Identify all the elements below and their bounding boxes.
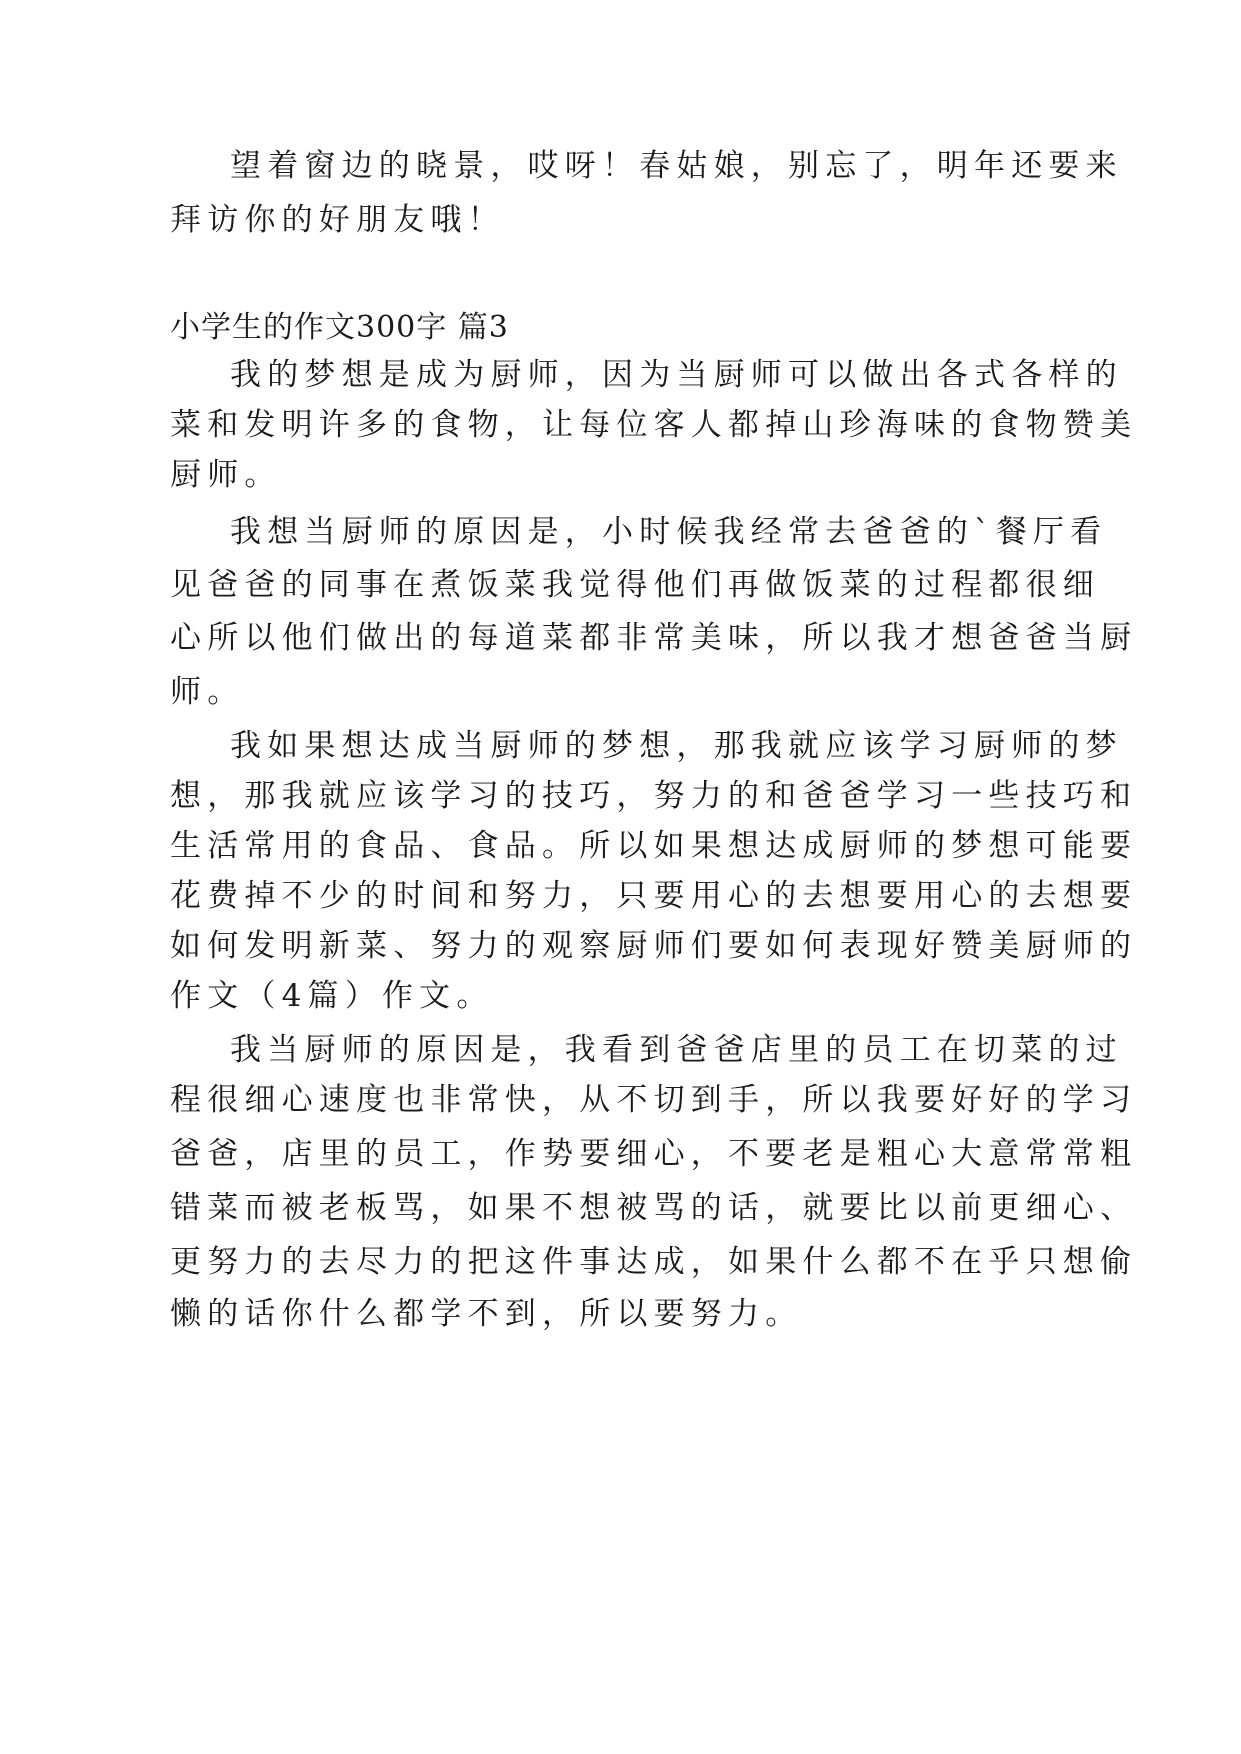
- paragraph-line: 菜和发明许多的食物，让每位客人都掉山珍海味的食物赞美: [170, 407, 1138, 443]
- paragraph-line: 师。: [170, 674, 245, 710]
- paragraph-line: 花费掉不少的时间和努力，只要用心的去想要用心的去想要: [170, 878, 1138, 914]
- paragraph-line: 心所以他们做出的每道菜都非常美味，所以我才想爸爸当厨: [170, 620, 1138, 656]
- paragraph-line: 我如果想达成当厨师的梦想，那我就应该学习厨师的梦: [230, 728, 1123, 764]
- paragraph-line: 爸爸，店里的员工，作势要细心，不要老是粗心大意常常粗: [170, 1136, 1138, 1172]
- paragraph-line: 我当厨师的原因是，我看到爸爸店里的员工在切菜的过: [230, 1032, 1123, 1068]
- paragraph-line: 懒的话你什么都学不到，所以要努力。: [170, 1296, 803, 1332]
- paragraph-line: 想，那我就应该学习的技巧，努力的和爸爸学习一些技巧和: [170, 778, 1138, 814]
- paragraph-line: 我的梦想是成为厨师，因为当厨师可以做出各式各样的: [230, 357, 1123, 393]
- paragraph-line: 作文（4篇）作文。: [170, 978, 494, 1014]
- paragraph-line: 厨师。: [170, 457, 282, 493]
- paragraph-line: 程很细心速度也非常快，从不切到手，所以我要好好的学习: [170, 1082, 1138, 1118]
- paragraph-line: 望着窗边的晓景，哎呀！春姑娘，别忘了，明年还要来: [230, 148, 1123, 184]
- paragraph-line: 生活常用的食品、食品。所以如果想达成厨师的梦想可能要: [170, 828, 1138, 864]
- paragraph-line: 错菜而被老板骂，如果不想被骂的话，就要比以前更细心、: [170, 1190, 1138, 1226]
- paragraph-line: 如何发明新菜、努力的观察厨师们要如何表现好赞美厨师的: [170, 928, 1138, 964]
- paragraph-line: 我想当厨师的原因是，小时候我经常去爸爸的`餐厅看: [230, 514, 1108, 550]
- paragraph-line: 更努力的去尽力的把这件事达成，如果什么都不在乎只想偷: [170, 1244, 1138, 1280]
- paragraph-line: 见爸爸的同事在煮饭菜我觉得他们再做饭菜的过程都很细: [170, 567, 1100, 603]
- section-title: 小学生的作文300字 篇3: [170, 310, 509, 345]
- paragraph-line: 拜访你的好朋友哦！: [170, 202, 505, 238]
